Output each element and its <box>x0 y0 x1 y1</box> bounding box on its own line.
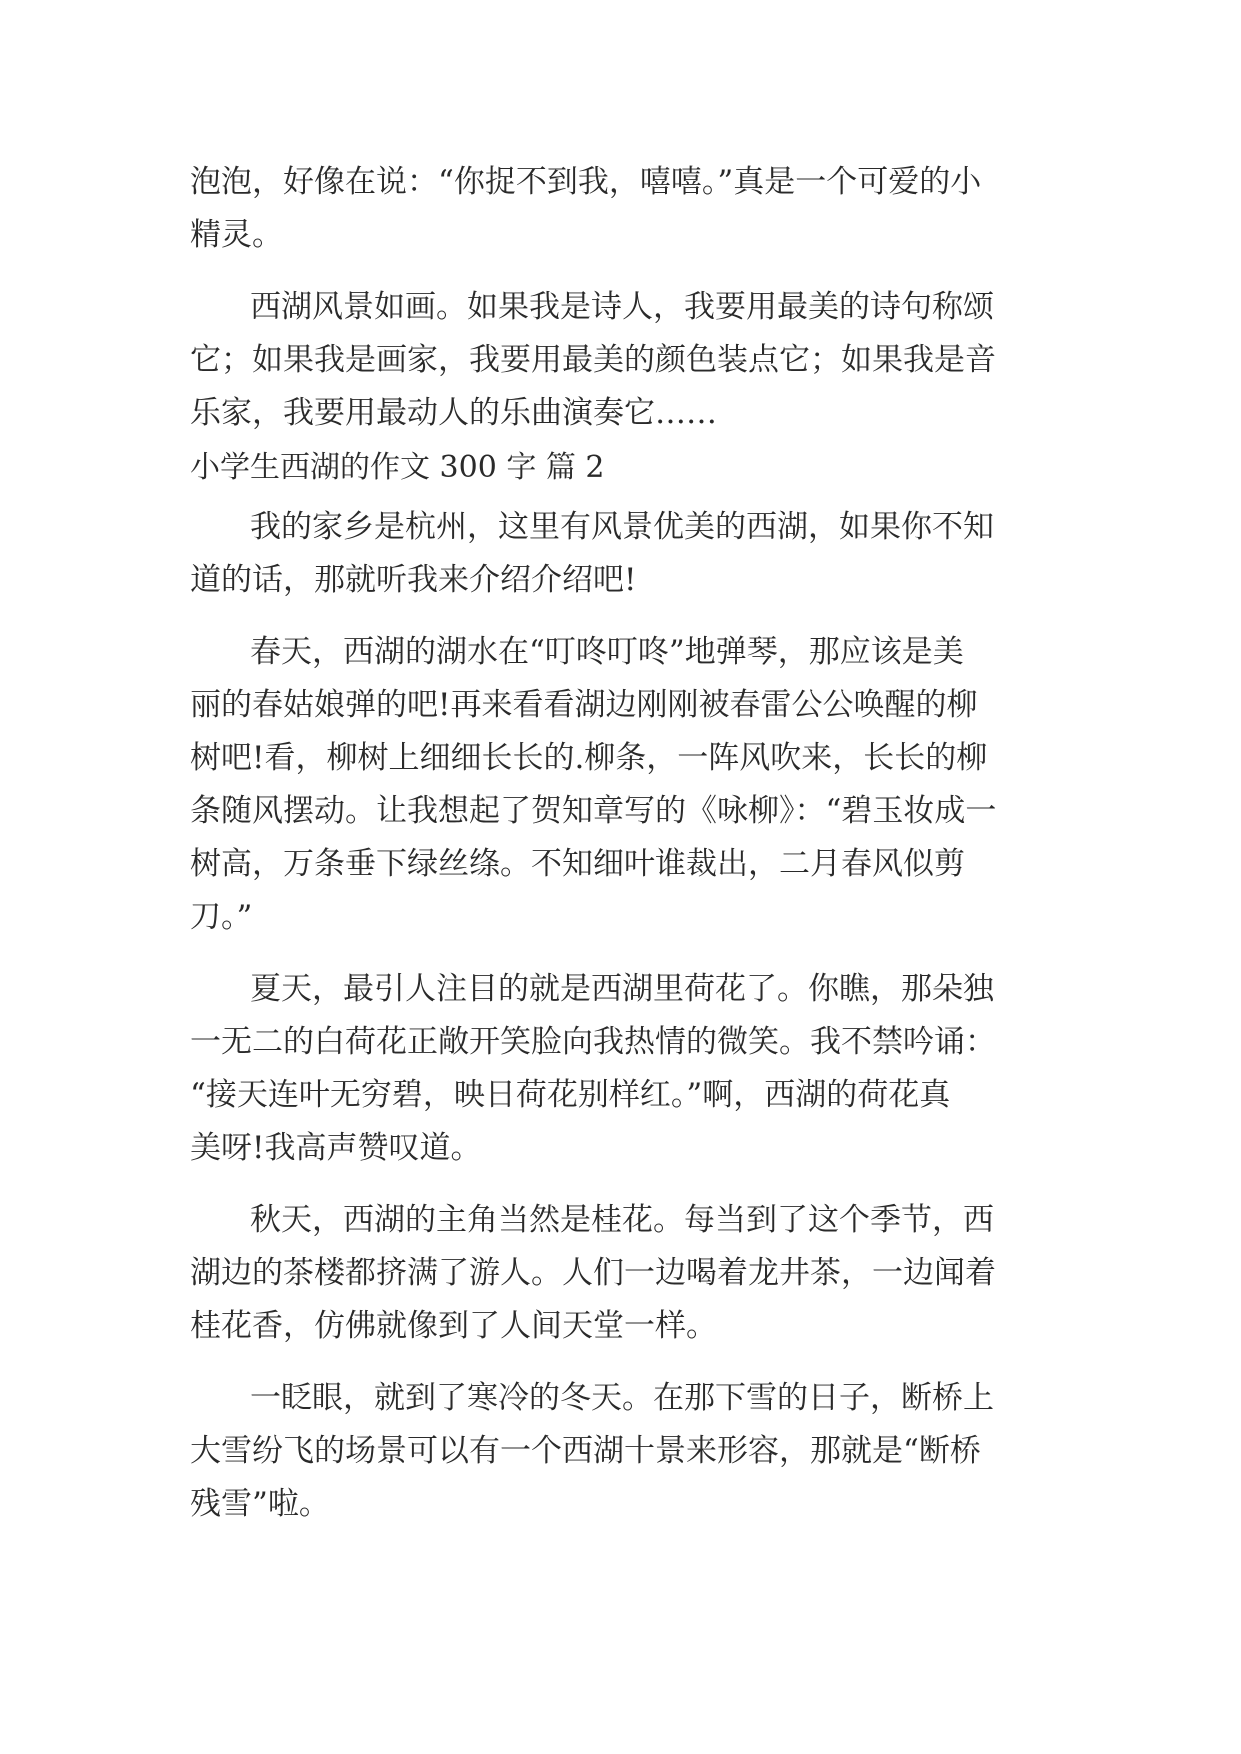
paragraph-first-line: 我的家乡是杭州，这里有风景优美的西湖，如果你不知 <box>250 509 994 545</box>
paragraph-first-line: 秋天，西湖的主角当然是桂花。每当到了这个季节，西 <box>250 1202 994 1238</box>
text-line: 桂花香，仿佛就像到了人间天堂一样。 <box>190 1308 717 1344</box>
section-heading: 小学生西湖的作文 300 字 篇 2 <box>190 450 605 485</box>
text-line: 刀。” <box>190 899 253 935</box>
text-line: 它；如果我是画家，我要用最美的颜色装点它；如果我是音 <box>190 342 996 378</box>
text-line: 残雪”啦。 <box>190 1486 330 1522</box>
text-line: 大雪纷飞的场景可以有一个西湖十景来形容，那就是“断桥 <box>190 1433 981 1469</box>
paragraph-first-line: 西湖风景如画。如果我是诗人，我要用最美的诗句称颂 <box>250 289 994 325</box>
text-line: 乐家，我要用最动人的乐曲演奏它…… <box>190 395 717 431</box>
text-line: 树高，万条垂下绿丝绦。不知细叶谁裁出，二月春风似剪 <box>190 846 965 882</box>
text-line: 道的话，那就听我来介绍介绍吧! <box>190 562 637 598</box>
paragraph-first-line: 夏天，最引人注目的就是西湖里荷花了。你瞧，那朵独 <box>250 971 994 1007</box>
text-line: 湖边的茶楼都挤满了游人。人们一边喝着龙井茶，一边闻着 <box>190 1255 996 1291</box>
text-line: 一无二的白荷花正敞开笑脸向我热情的微笑。我不禁吟诵： <box>190 1024 996 1060</box>
text-line: 条随风摆动。让我想起了贺知章写的《咏柳》：“碧玉妆成一 <box>190 793 997 829</box>
text-line: 美呀!我高声赞叹道。 <box>190 1130 482 1166</box>
paragraph-first-line: 春天，西湖的湖水在“叮咚叮咚”地弹琴，那应该是美 <box>250 634 964 670</box>
text-line: 丽的春姑娘弹的吧!再来看看湖边刚刚被春雷公公唤醒的柳 <box>190 687 978 723</box>
text-line: 树吧!看，柳树上细细长长的.柳条，一阵风吹来，长长的柳 <box>190 740 988 776</box>
text-line: “接天连叶无穷碧，映日荷花别样红。”啊，西湖的荷花真 <box>190 1077 951 1113</box>
paragraph-first-line: 一眨眼，就到了寒冷的冬天。在那下雪的日子，断桥上 <box>250 1380 994 1416</box>
text-line: 精灵。 <box>190 217 283 253</box>
text-line: 泡泡，好像在说：“你捉不到我，嘻嘻。”真是一个可爱的小 <box>190 164 982 200</box>
